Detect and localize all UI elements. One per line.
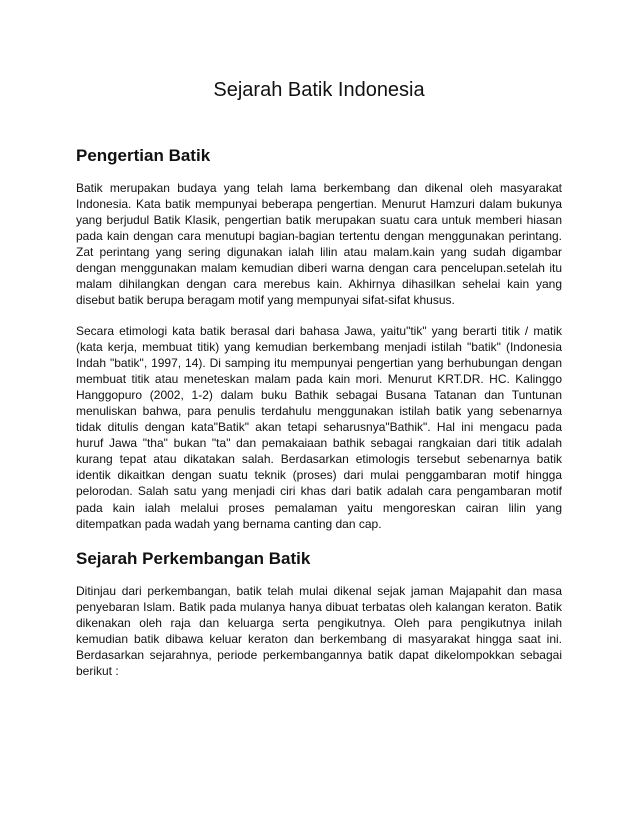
paragraph-sejarah-1: Ditinjau dari perkembangan, batik telah mulai dikenal sejak jaman Majapahit dan masa penyebaran Islam. Batik pada mulanya hanya dibuat terbatas oleh kalangan keraton. Batik dikenakan oleh raja dan keluarga serta pengikutnya. Oleh para pengikutnya inilah kemudian batik dibawa keluar keraton dan berkembang di masyarakat hingga saat ini. Berdasarkan sejarahnya, periode perkembangannya batik dapat dikelompokkan sebagai berikut : <box>76 584 562 679</box>
paragraph-pengertian-2: Secara etimologi kata batik berasal dari bahasa Jawa, yaitu"tik" yang berarti titik / matik (kata kerja, membuat titik) yang kemudian berkembang menjadi istilah "batik" (Indonesia Indah "batik", 1997, 14). Di samping itu mempunyai pengertian yang berhubungan dengan membuat titik atau meneteskan malam pada kain mori. Menurut KRT.DR. HC. Kalinggo Hanggopuro (2002, 1-2) dalam buku Bathik sebagai Busana Tatanan dan Tuntunan menuliskan bahwa, para penulis terdahulu menggunakan istilah batik yang sebenarnya tidak ditulis dengan kata"Batik" akan tetapi seharusnya"Bathik". Hal ini mengacu pada huruf Jawa "tha" bukan "ta" dan pemakaiaan bathik sebagai rangkaian dari titik adalah kurang tepat atau dikatakan salah. Berdasarkan etimologis tersebut sebenarnya batik identik dikaitkan dengan suatu teknik (proses) dari mulai penggambaran motif hingga pelorodan. Salah satu yang menjadi ciri khas dari batik adalah cara pengambaran motif pada kain ialah melalui proses pemalaman yaitu mengoreskan cairan lilin yang ditempatkan pada wadah yang bernama canting dan cap. <box>76 324 562 531</box>
section-heading-pengertian: Pengertian Batik <box>76 146 211 165</box>
section-heading-sejarah: Sejarah Perkembangan Batik <box>76 549 311 568</box>
paragraph-pengertian-1: Batik merupakan budaya yang telah lama berkembang dan dikenal oleh masyarakat Indonesia. Kata batik mempunyai beberapa pengertian. Menurut Hamzuri dalam bukunya yang berjudul Batik Klasik, pengertian batik merupakan suatu cara untuk memberi hiasan pada kain dengan cara menutupi bagian-bagian tertentu dengan menggunakan perintang. Zat perintang yang sering digunakan ialah lilin atau malam.kain yang sudah digambar dengan menggunakan malam kemudian diberi warna dengan cara pencelupan.setelah itu malam dihilangkan dengan cara merebus kain. Akhirnya dihasilkan sehelai kain yang disebut batik berupa beragam motif yang mempunyai sifat-sifat khusus. <box>76 181 562 308</box>
document-title: Sejarah Batik Indonesia <box>213 79 425 101</box>
